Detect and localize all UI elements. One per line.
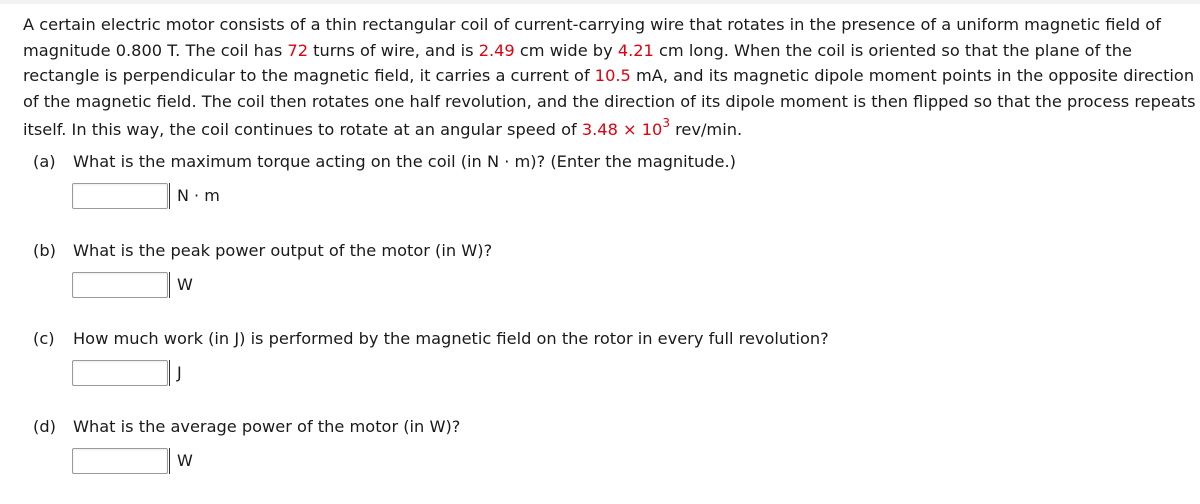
part-letter: (d) <box>33 417 56 436</box>
part-question <box>33 416 460 438</box>
problem-text: mA, and its magnetic dipole moment points in the opposite direction <box>630 66 1195 86</box>
current-value: 10.5 <box>594 66 631 86</box>
unit-label: J <box>169 360 182 386</box>
problem-text: cm long. When the coil is oriented so that the plane of the <box>653 40 1132 60</box>
part-b <box>33 240 492 298</box>
problem-line <box>23 38 1195 64</box>
part-question-text: What is the peak power output of the motor (in W)? <box>73 241 493 260</box>
unit-label: W <box>169 448 193 474</box>
angular-speed-value <box>581 116 670 140</box>
speed-mantissa: 3.48 <box>581 120 618 140</box>
speed-exponent: 3 <box>662 116 670 131</box>
part-letter: (c) <box>33 329 55 348</box>
answer-row <box>72 272 492 298</box>
part-question <box>33 151 736 173</box>
answer-row <box>72 448 460 474</box>
answer-row <box>72 183 736 209</box>
problem-text: of the magnetic field. The coil then rotates one half revolution, and the direction of its dipole moment is then flipped so that the process repeats <box>23 91 1196 111</box>
problem-text: turns of wire, and is <box>308 40 479 60</box>
part-question-text: How much work (in J) is performed by the magnetic field on the rotor in every full revolution? <box>73 329 829 348</box>
part-question <box>33 240 492 262</box>
turns-value: 72 <box>287 40 309 60</box>
part-letter: (a) <box>33 152 56 171</box>
problem-text: rev/min. <box>669 120 743 140</box>
speed-times: × 10 <box>617 120 663 140</box>
part-question-text: What is the maximum torque acting on the coil (in N · m)? (Enter the magnitude.) <box>73 152 736 171</box>
problem-text: A certain electric motor consists of a thin rectangular coil of current-carrying wire that rotates in the presence of a uniform magnetic field of <box>23 15 1161 34</box>
unit-label: N · m <box>169 183 220 209</box>
width-value: 2.49 <box>478 40 515 60</box>
part-letter: (b) <box>33 241 56 260</box>
problem-line <box>23 12 1195 38</box>
problem-text: rectangle is perpendicular to the magnetic field, it carries a current of <box>23 66 595 86</box>
length-value: 4.21 <box>617 40 654 60</box>
problem-text: magnitude 0.800 T. The coil has <box>23 40 288 60</box>
problem-line <box>23 117 1195 143</box>
answer-row <box>72 360 829 386</box>
top-divider <box>0 0 1200 4</box>
part-question <box>33 328 829 350</box>
part-question-text: What is the average power of the motor (in W)? <box>73 417 461 436</box>
answer-input-b[interactable] <box>72 272 168 298</box>
answer-input-c[interactable] <box>72 360 168 386</box>
problem-text: itself. In this way, the coil continues to rotate at an angular speed of <box>23 120 582 140</box>
answer-input-a[interactable] <box>72 183 168 209</box>
answer-input-d[interactable] <box>72 448 168 474</box>
problem-line <box>23 89 1195 115</box>
part-c <box>33 328 829 386</box>
part-d <box>33 416 460 474</box>
unit-label: W <box>169 272 193 298</box>
problem-text: cm wide by <box>514 40 618 60</box>
problem-line <box>23 63 1195 89</box>
problem-statement <box>23 12 1195 143</box>
part-a <box>33 151 736 209</box>
